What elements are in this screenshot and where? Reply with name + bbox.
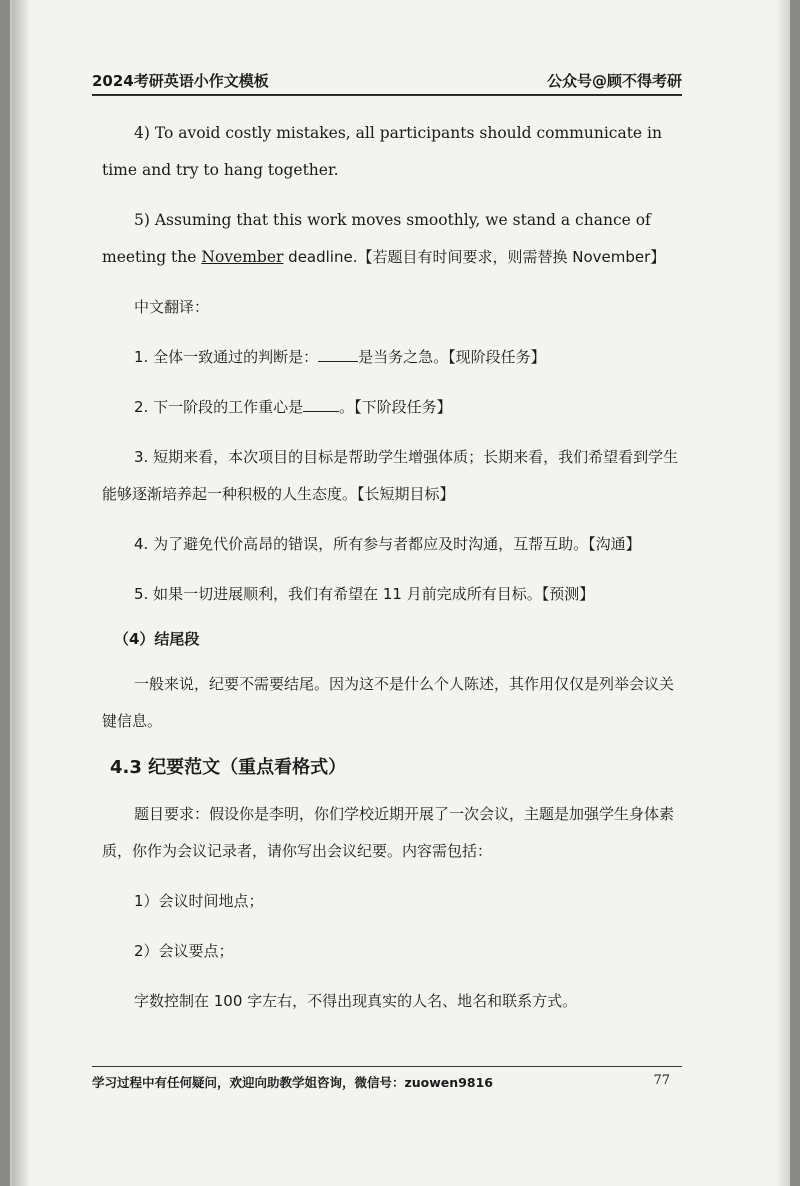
footer-contact-text: 学习过程中有任何疑问，欢迎向助教学姐咨询，微信号：zuowen9816 (92, 1075, 493, 1090)
page-footer (92, 1066, 682, 1091)
page-number: 77 (653, 1073, 670, 1088)
requirement-1: 1）会议时间地点； (134, 892, 264, 910)
fill-in-blank (318, 345, 358, 362)
item-5 (102, 202, 682, 276)
translation-1-before: 1. 全体一致通过的判断是： (134, 348, 319, 366)
translation-1 (102, 339, 682, 376)
section-requirement: 题目要求：假设你是李明，你们学校近期开展了一次会议，主题是加强学生身体素质，你作为会议记录者，请你写出会议纪要。内容需包括： (102, 805, 675, 860)
item-4: 4) To avoid costly mistakes, all participants should communicate in time and try to hang together. (102, 124, 662, 179)
translation-2-before: 2. 下一阶段的工作重心是 (134, 398, 304, 416)
translation-label: 中文翻译： (134, 298, 210, 316)
translation-1-after: 是当务之急。【现阶段任务】 (358, 348, 546, 366)
translation-2 (102, 389, 682, 426)
header-account: 公众号@顾不得考研 (546, 72, 682, 90)
document-page (10, 0, 790, 1186)
translation-5: 5. 如果一切进展顺利，我们有希望在 11 月前完成所有目标。【预测】 (134, 585, 595, 603)
item-5-underlined-word: November (201, 248, 284, 266)
header-rule (92, 95, 682, 96)
section-title: 4.3 纪要范文（重点看格式） (110, 757, 347, 778)
translation-3: 3. 短期来看，本次项目的目标是帮助学生增强体质；长期来看，我们希望看到学生能够逐渐培养起一种积极的人生态度。【长短期目标】 (102, 448, 679, 503)
closing-heading: （4）结尾段 (114, 630, 200, 648)
item-5-text-before: 5) Assuming that this work moves smoothly, we stand a chance of meeting the (102, 211, 651, 266)
translation-2-after: 。【下阶段任务】 (339, 398, 452, 416)
page-gutter-shadow (12, 0, 30, 1186)
page-edge-shadow (776, 0, 790, 1186)
word-limit-note: 字数控制在 100 字左右，不得出现真实的人名、地名和联系方式。 (134, 992, 578, 1010)
running-header (92, 70, 682, 96)
requirement-2: 2）会议要点； (134, 942, 234, 960)
closing-text: 一般来说，纪要不需要结尾。因为这不是什么个人陈述，其作用仅仅是列举会议关键信息。 (102, 675, 675, 730)
item-5-text-after: deadline.【若题目有时间要求，则需替换 November】 (283, 248, 666, 266)
fill-in-blank (303, 395, 339, 412)
translation-4: 4. 为了避免代价高昂的错误，所有参与者都应及时沟通，互帮互助。【沟通】 (134, 535, 641, 553)
page-content (102, 115, 682, 1020)
header-title: 2024考研英语小作文模板 (92, 72, 269, 90)
